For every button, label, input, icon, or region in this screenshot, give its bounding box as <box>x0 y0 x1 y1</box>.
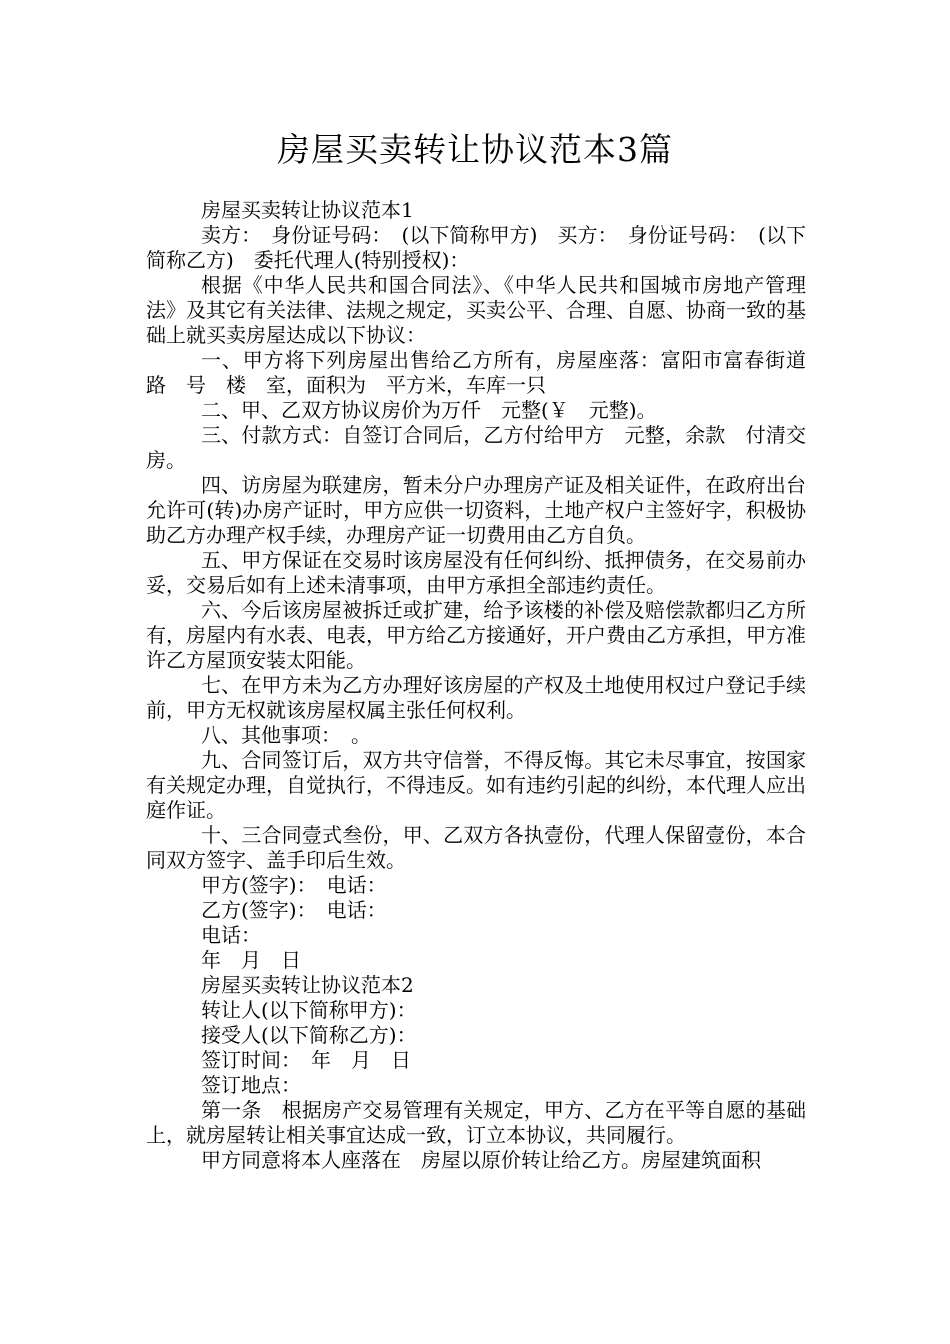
transferor-line: 转让人(以下简称甲方)： <box>201 998 417 1022</box>
clause-10: 十、三合同壹式叁份，甲、乙双方各执壹份，代理人保留壹份，本合同双方签字、盖手印后生效。 <box>146 823 806 872</box>
clause-8: 八、其他事项： 。 <box>201 723 371 747</box>
article-1: 第一条 根据房产交易管理有关规定，甲方、乙方在平等自愿的基础上，就房屋转让相关事宜达成一致，订立本协议，共同履行。 <box>146 1098 806 1147</box>
signing-place-line: 签订地点： <box>201 1073 301 1097</box>
clause-5: 五、甲方保证在交易时该房屋没有任何纠纷、抵押债务，在交易前办妥，交易后如有上述未清事项，由甲方承担全部违约责任。 <box>146 548 806 597</box>
date-line: 年 月 日 <box>201 948 301 972</box>
transferee-line: 接受人(以下简称乙方)： <box>201 1023 417 1047</box>
party-b-signature-line: 乙方(签字)： 电话： <box>201 898 387 922</box>
preamble-paragraph: 根据《中华人民共和国合同法》、《中华人民共和国城市房地产管理法》及其它有关法律、法规之规定，买卖公平、合理、自愿、协商一致的基础上就买卖房屋达成以下协议： <box>146 273 806 347</box>
parties-line: 卖方： 身份证号码： (以下简称甲方) 买方： 身份证号码： (以下简称乙方) 委托代理人(特别授权)： <box>146 223 806 272</box>
clause-6: 六、今后该房屋被拆迁或扩建，给予该楼的补偿及赔偿款都归乙方所有，房屋内有水表、电表，甲方给乙方接通好，开户费由乙方承担，甲方准许乙方屋顶安装太阳能。 <box>146 598 806 672</box>
signing-date-line: 签订时间： 年 月 日 <box>201 1048 411 1072</box>
section-heading-1: 房屋买卖转让协议范本1 <box>201 198 414 222</box>
transfer-paragraph: 甲方同意将本人座落在 房屋以原价转让给乙方。房屋建筑面积 <box>201 1148 761 1172</box>
section-heading-2: 房屋买卖转让协议范本2 <box>201 973 414 997</box>
document-title: 房屋买卖转让协议范本3篇 <box>277 130 673 169</box>
party-a-signature-line: 甲方(签字)： 电话： <box>201 873 387 897</box>
clause-9: 九、合同签订后，双方共守信誉，不得反悔。其它未尽事宜，按国家有关规定办理，自觉执行，不得违反。如有违约引起的纠纷，本代理人应出庭作证。 <box>146 748 806 822</box>
clause-2: 二、甲、乙双方协议房价为万仟 元整(￥ 元整)。 <box>201 398 657 422</box>
clause-1: 一、甲方将下列房屋出售给乙方所有，房屋座落：富阳市富春街道 路 号 楼 室，面积为 平方米，车库一只 <box>146 348 826 397</box>
clause-3: 三、付款方式：自签订合同后，乙方付给甲方 元整，余款 付清交房。 <box>146 423 806 472</box>
phone-line: 电话： <box>201 923 261 947</box>
document-body <box>146 198 826 1173</box>
clause-7: 七、在甲方未为乙方办理好该房屋的产权及土地使用权过户登记手续前，甲方无权就该房屋权属主张任何权利。 <box>146 673 806 722</box>
clause-4: 四、访房屋为联建房，暂未分户办理房产证及相关证件，在政府出台允许可(转)办房产证时，甲方应供一切资料，土地产权户主签好字，积极协助乙方办理产权手续，办理房产证一切费用由乙方自负。 <box>146 473 806 547</box>
